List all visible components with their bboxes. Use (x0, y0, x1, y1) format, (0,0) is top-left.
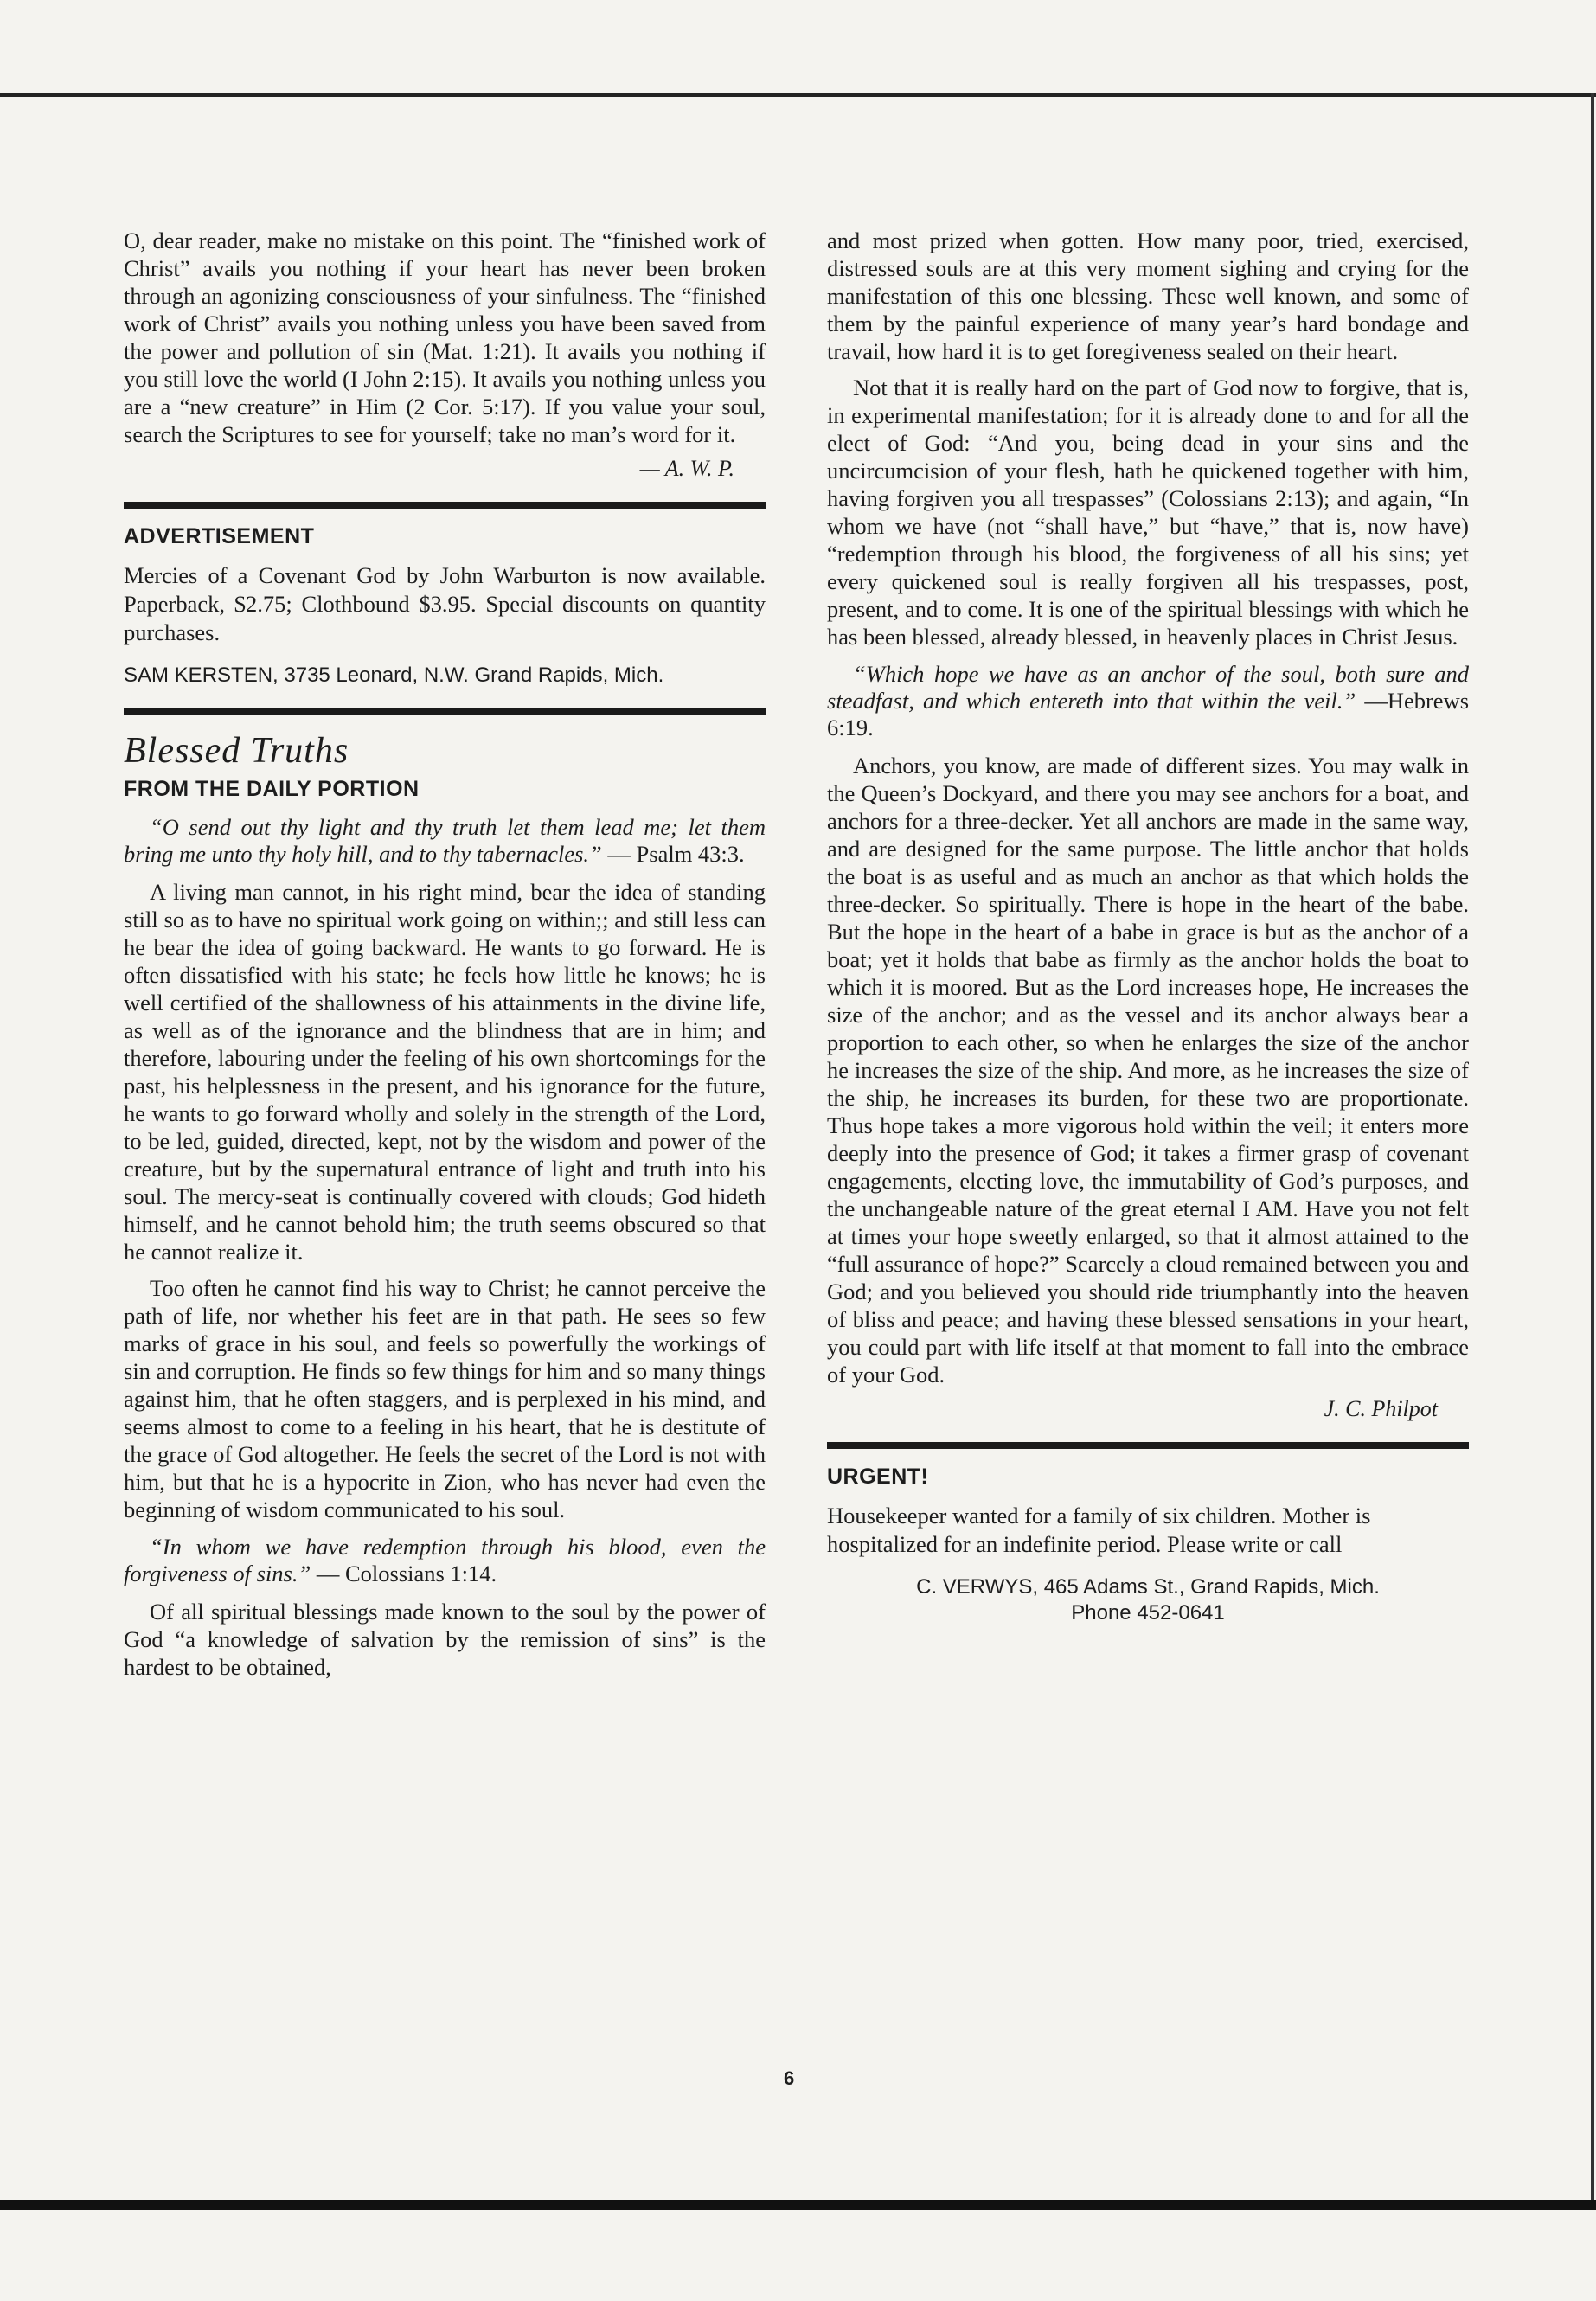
urgent-contact (827, 1574, 1469, 1626)
section-subtitle: FROM THE DAILY PORTION (124, 777, 420, 801)
quote-reference: — Psalm 43:3. (607, 841, 745, 867)
article-paragraph: Anchors, you know, are made of different sizes. You may walk in the Queen’s Dockyard, and there you may see anchors for a boat, and anchors for a three-decker. Yet all anchors are made in the same way, and are designed for the same purpose. The little anchor that holds the boat is as useful and as much an anchor as that which holds the three-decker. So spiritually. There is hope in the heart of the babe. But the hope in the heart of a babe in grace is but as the anchor of a boat; yet it holds that babe as firmly as the anchor holds the boat to which it is moored. But as the Lord increases hope, He increases the size of the anchor; and as the vessel and its anchor always bear a proportion to each other, so when he enlarges the size of the anchor he increases the size of the ship. And more, as he increases the size of the ship, he increases its burden, for these two are proportionate. Thus hope takes a more vigorous hold within the veil; it enters more deeply into the presence of God; it takes a firmer grasp of covenant engagements, electing love, the immutability of God’s purposes, and the unchangeable nature of the great eternal I AM. Have you not felt at times your hope sweetly enlarged, so that it almost attained to the “full assurance of hope?” Scarcely a cloud remained between you and God; and you believed you should ride triumphantly into the heaven of bliss and peace; and having these blessed sensations in your heart, you could part with life itself at that moment to fall into the embrace of your God. (827, 753, 1469, 1388)
quote-text: “Which hope we have as an anchor of the soul, both sure and steadfast, and which entereth into that within the veil.” (827, 661, 1469, 714)
urgent-heading: URGENT! (827, 1465, 929, 1489)
author-signature: J. C. Philpot (1324, 1396, 1438, 1421)
advertisement-contact: SAM KERSTEN, 3735 Leonard, N.W. Grand Rapids, Mich. (124, 663, 664, 687)
author-signature: — A. W. P. (639, 456, 734, 481)
urgent-text: Housekeeper wanted for a family of six children. Mother is hospitalized for an indefinite period. Please write or call (827, 1503, 1371, 1557)
article-paragraph: Too often he cannot find his way to Christ; he cannot perceive the path of life, nor whether his feet are in that path. He sees so few marks of grace in his soul, and feels so powerfully the workings of sin and corruption. He finds so few things for him and so many things against him, that he often staggers, and is perplexed in his mind, and seems almost to come to a feeling in his heart, that he is destitute of the grace of God altogether. He feels the secret of the Lord is not with him, but that he is a hypocrite in Zion, who has never had even the beginning of wisdom communicated to his soul. (124, 1275, 766, 1522)
right-column (827, 227, 1469, 1626)
scripture-quote (124, 814, 766, 868)
page-border-top (0, 93, 1596, 97)
article-paragraph: O, dear reader, make no mistake on this point. The “finished work of Christ” avails you nothing if your heart has never been broken through an agonizing consciousness of your sinfulness. The “finished work of Christ” avails you nothing unless you have been saved from the power and pollution of sin (Mat. 1:21). It avails you nothing if you still love the world (I John 2:15). It avails you nothing unless you are a “new creature” in Him (2 Cor. 5:17). If you value your soul, search the Scriptures to see for yourself; take no man’s word for it. (124, 228, 766, 447)
page-border-bottom (0, 2200, 1596, 2210)
advertisement-text: Mercies of a Covenant God by John Warburton is now available. Paperback, $2.75; Clothbound $3.95. Special discounts on quantity purchases. (124, 562, 766, 645)
left-column (124, 227, 766, 1681)
section-title: Blessed Truths (124, 731, 349, 771)
quote-text: “O send out thy light and thy truth let them lead me; let them bring me unto thy holy hill, and to thy tabernacles.” (124, 814, 766, 867)
urgent-contact-phone: Phone 452-0641 (1071, 1601, 1225, 1625)
urgent-contact-name: C. VERWYS, 465 Adams St., Grand Rapids, Mich. (916, 1575, 1380, 1599)
scripture-quote (124, 1534, 766, 1587)
article-paragraph: Of all spiritual blessings made known to the soul by the power of God “a knowledge of salvation by the remission of sins” is the hardest to be obtained, (124, 1599, 766, 1680)
article-paragraph: Not that it is really hard on the part of God now to forgive, that is, in experimental manifestation; for it is already done to and for all the elect of God: “And you, being dead in your sins and the uncircumcision of your flesh, hath he quickened together with him, having forgiven you all trespasses” (Colossians 2:13); and again, “In whom we have (not “shall have,” but “have,” that is, now have) “redemption through his blood, the forgiveness of all his sins; yet every quickened soul is really forgiven all his trespasses, post, present, and to come. It is one of the spiritual blessings with which he has been blessed, already blessed, in heavenly places in Christ Jesus. (827, 375, 1469, 650)
scripture-quote (827, 661, 1469, 741)
divider (124, 502, 766, 509)
page-number: 6 (784, 2067, 795, 2089)
quote-reference: —Hebrews 6:19. (827, 688, 1470, 740)
quote-reference: — Colossians 1:14. (316, 1561, 497, 1586)
quote-text: “In whom we have redemption through his blood, even the forgiveness of sins.” (124, 1534, 766, 1586)
divider (124, 708, 766, 715)
divider (827, 1442, 1469, 1449)
advertisement-heading: ADVERTISEMENT (124, 524, 315, 548)
page-border-right (1591, 93, 1594, 2204)
article-paragraph: and most prized when gotten. How many poor, tried, exercised, distressed souls are at this very moment sighing and crying for the manifestation of this one blessing. These well known, and some of them by the painful experience of many year’s hard bondage and travail, how hard it is to get foregiveness sealed on their heart. (827, 228, 1469, 364)
article-paragraph: A living man cannot, in his right mind, bear the idea of standing still so as to have no spiritual work going on within;; and still less can he bear the idea of going backward. He wants to go forward. He is often dissatisfied with his state; he feels how little he knows; he is well certified of the shallowness of his attainments in the divine life, as well as of the ignorance and the blindness that are in him; and therefore, labouring under the feeling of his own shortcomings for the past, his helplessness in the present, and his ignorance for the future, he wants to go forward wholly and solely in the strength of the Lord, to be led, guided, directed, kept, not by the wisdom and power of the creature, but by the supernatural entrance of light and truth into his soul. The mercy-seat is continually covered with clouds; God hideth himself, and he cannot behold him; the truth seems obscured so that he cannot realize it. (124, 879, 766, 1265)
